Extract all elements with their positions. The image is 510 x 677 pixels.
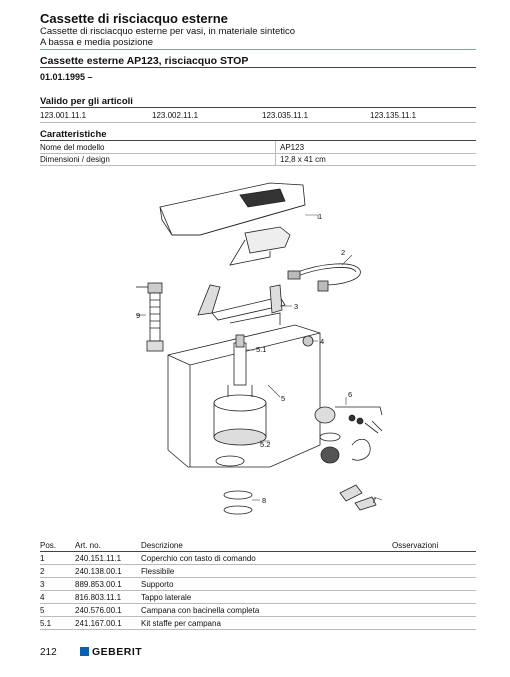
cell-art: 240.576.00.1 (75, 604, 141, 617)
cell-desc: Supporto (141, 578, 392, 591)
feature-column-divider (275, 141, 276, 166)
product-date: 01.01.1995 – (40, 72, 93, 82)
cell-art: 240.138.00.1 (75, 565, 141, 578)
flush-button-part (230, 227, 290, 265)
callout-5-1: 5.1 (256, 345, 267, 354)
article-number: 123.035.11.1 (262, 111, 309, 120)
cell-obs (392, 578, 476, 591)
articles-bottom-divider (40, 122, 476, 123)
callout-5: 5 (281, 394, 286, 403)
header-desc: Descrizione (141, 539, 392, 552)
cell-desc: Flessibile (141, 565, 392, 578)
cell-art: 240.151.11.1 (75, 552, 141, 565)
cell-pos: 3 (40, 578, 75, 591)
flexible-hose (288, 264, 360, 291)
articles-heading: Valido per gli articoli (40, 96, 133, 107)
callout-9: 9 (136, 311, 141, 320)
header-obs: Osservazioni (392, 539, 476, 552)
cell-desc: Tappo laterale (141, 591, 392, 604)
table-row (40, 552, 476, 565)
page-subtitle: Cassette di risciacquo esterne per vasi, in materiale sintetico (40, 26, 296, 37)
cell-pos: 5.1 (40, 617, 75, 630)
table-row (40, 578, 476, 591)
parts-table (40, 539, 476, 630)
callout-2: 2 (341, 248, 346, 257)
header-pos: Pos. (40, 539, 75, 552)
feature-row-divider (40, 165, 476, 166)
cell-pos: 1 (40, 552, 75, 565)
page-title: Cassette di risciacquo esterne (40, 11, 228, 26)
cell-pos: 2 (40, 565, 75, 578)
article-number: 123.001.11.1 (40, 111, 87, 120)
pins-set (340, 485, 376, 510)
callout-4: 4 (320, 337, 325, 346)
table-row (40, 604, 476, 617)
article-number: 123.002.11.1 (152, 111, 199, 120)
gaskets (224, 491, 252, 514)
lid-cover (160, 183, 305, 235)
page-subtitle-2: A bassa e media posizione (40, 37, 154, 48)
page-number: 212 (40, 647, 57, 658)
cell-desc: Kit staffe per campana (141, 617, 392, 630)
callout-5-2: 5.2 (260, 440, 271, 449)
features-divider (40, 140, 476, 141)
header-art: Art. no. (75, 539, 141, 552)
feature-value: 12,8 x 41 cm (280, 155, 326, 164)
product-divider (40, 67, 476, 68)
parts-table-header (40, 539, 476, 552)
feature-label: Nome del modello (40, 143, 105, 152)
support-bracket (198, 285, 285, 325)
cell-obs (392, 591, 476, 604)
side-cap (303, 336, 313, 346)
seals-set (315, 407, 382, 463)
table-row (40, 591, 476, 604)
brand-logo (80, 646, 142, 658)
table-row (40, 617, 476, 630)
article-number: 123.135.11.1 (370, 111, 417, 120)
table-row (40, 565, 476, 578)
cell-desc: Coperchio con tasto di comando (141, 552, 392, 565)
articles-divider (40, 107, 476, 108)
cell-obs (392, 552, 476, 565)
cell-obs (392, 604, 476, 617)
cell-obs (392, 617, 476, 630)
feature-label: Dimensioni / design (40, 155, 110, 164)
product-title: Cassette esterne AP123, risciacquo STOP (40, 55, 249, 67)
cell-art: 816.803.11.1 (75, 591, 141, 604)
callout-3: 3 (294, 302, 299, 311)
feature-value: AP123 (280, 143, 305, 152)
callout-7: 7 (372, 496, 377, 505)
callout-8: 8 (262, 496, 267, 505)
cell-pos: 5 (40, 604, 75, 617)
callout-1: 1 (318, 212, 323, 221)
cell-art: 241.167.00.1 (75, 617, 141, 630)
cell-desc: Campana con bacinella completa (141, 604, 392, 617)
exploded-view-diagram (120, 175, 400, 520)
feature-row-divider (40, 153, 476, 154)
features-heading: Caratteristiche (40, 129, 107, 140)
header-divider (40, 49, 476, 50)
cell-pos: 4 (40, 591, 75, 604)
brand-name: GEBERIT (92, 646, 143, 658)
callout-6: 6 (348, 390, 353, 399)
cell-art: 889.853.00.1 (75, 578, 141, 591)
brand-mark-icon (80, 647, 89, 656)
cell-obs (392, 565, 476, 578)
